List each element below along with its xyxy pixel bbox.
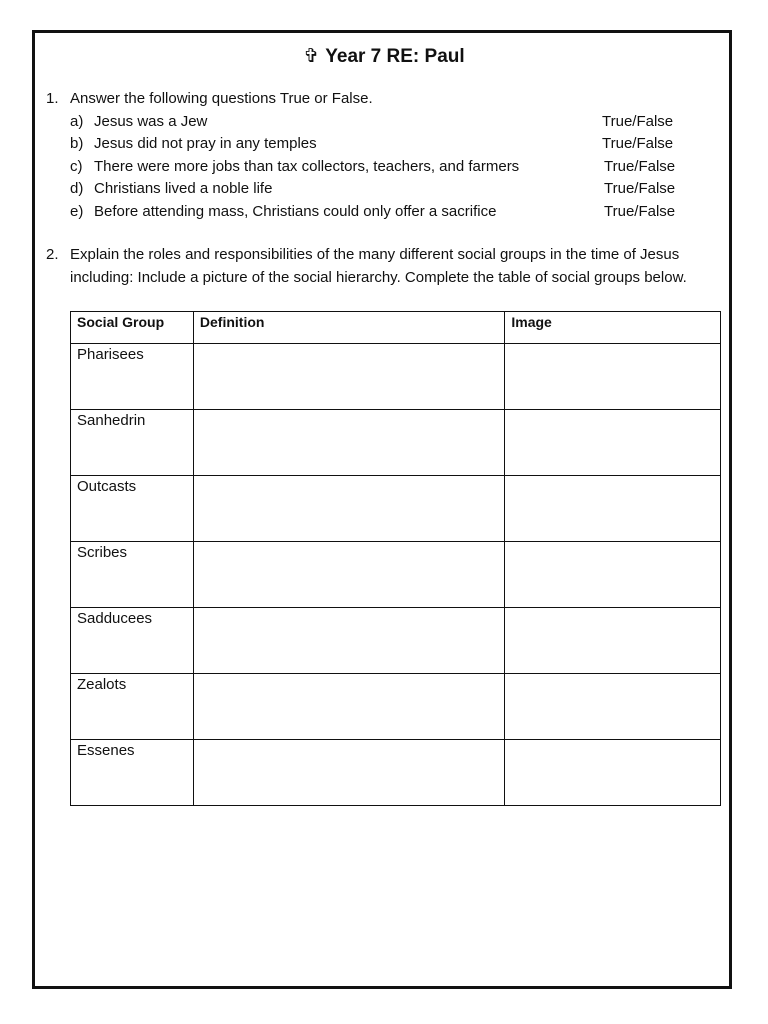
table-row — [71, 740, 721, 806]
column-header-social-group: Social Group — [71, 312, 194, 344]
page-title — [0, 45, 768, 69]
page-title-text: Year 7 RE: Paul — [325, 46, 465, 67]
table-row — [71, 476, 721, 542]
social-group-name: Outcasts — [71, 476, 194, 542]
question-2-number: 2. — [46, 246, 59, 263]
social-group-name: Essenes — [71, 740, 194, 806]
true-false-item — [46, 178, 696, 201]
definition-cell[interactable] — [193, 542, 504, 608]
definition-cell[interactable] — [193, 344, 504, 410]
image-cell[interactable] — [505, 608, 721, 674]
question-2-prompt: Explain the roles and responsibilities of the many different social groups in the time of Jesus including: Include a picture of the social hierarchy. Complete the table of social groups below. — [70, 246, 687, 286]
column-header-definition: Definition — [193, 312, 504, 344]
definition-cell[interactable] — [193, 476, 504, 542]
definition-cell[interactable] — [193, 674, 504, 740]
true-false-option[interactable]: True/False — [604, 180, 676, 197]
image-cell[interactable] — [505, 410, 721, 476]
true-false-item — [46, 133, 696, 156]
true-false-item — [46, 156, 696, 179]
question-2 — [46, 244, 718, 289]
item-statement: Before attending mass, Christians could only offer a sacrifice — [94, 202, 497, 220]
cross-icon: ✞ — [303, 46, 320, 67]
item-statement: Jesus was a Jew — [94, 112, 208, 130]
definition-cell[interactable] — [193, 410, 504, 476]
item-letter: d) — [70, 180, 84, 197]
item-statement: There were more jobs than tax collectors, teachers, and farmers — [94, 157, 520, 175]
true-false-option[interactable]: True/False — [602, 112, 674, 130]
table-row — [71, 542, 721, 608]
true-false-option[interactable]: True/False — [604, 202, 676, 220]
image-cell[interactable] — [505, 674, 721, 740]
true-false-item — [46, 201, 696, 224]
image-cell[interactable] — [505, 542, 721, 608]
table-row — [71, 608, 721, 674]
item-letter: e) — [70, 202, 84, 220]
social-group-name: Zealots — [71, 674, 194, 740]
social-group-name: Sadducees — [71, 608, 194, 674]
social-group-name: Scribes — [71, 542, 194, 608]
true-false-list — [46, 111, 696, 224]
item-letter: c) — [70, 157, 83, 175]
question-1 — [46, 88, 696, 223]
question-1-number: 1. — [46, 90, 59, 107]
table-row — [71, 344, 721, 410]
true-false-option[interactable]: True/False — [602, 135, 674, 152]
item-letter: b) — [70, 135, 84, 152]
definition-cell[interactable] — [193, 740, 504, 806]
social-group-name: Pharisees — [71, 344, 194, 410]
true-false-option[interactable]: True/False — [604, 157, 676, 175]
table-header-row — [71, 312, 721, 344]
image-cell[interactable] — [505, 740, 721, 806]
image-cell[interactable] — [505, 344, 721, 410]
item-statement: Jesus did not pray in any temples — [94, 135, 317, 152]
table-row — [71, 410, 721, 476]
definition-cell[interactable] — [193, 608, 504, 674]
table-row — [71, 674, 721, 740]
social-groups-table — [70, 311, 721, 806]
item-letter: a) — [70, 112, 84, 130]
social-group-name: Sanhedrin — [71, 410, 194, 476]
true-false-item — [46, 111, 696, 134]
column-header-image: Image — [505, 312, 721, 344]
question-1-prompt: Answer the following questions True or False. — [70, 90, 373, 107]
item-statement: Christians lived a noble life — [94, 180, 273, 197]
image-cell[interactable] — [505, 476, 721, 542]
